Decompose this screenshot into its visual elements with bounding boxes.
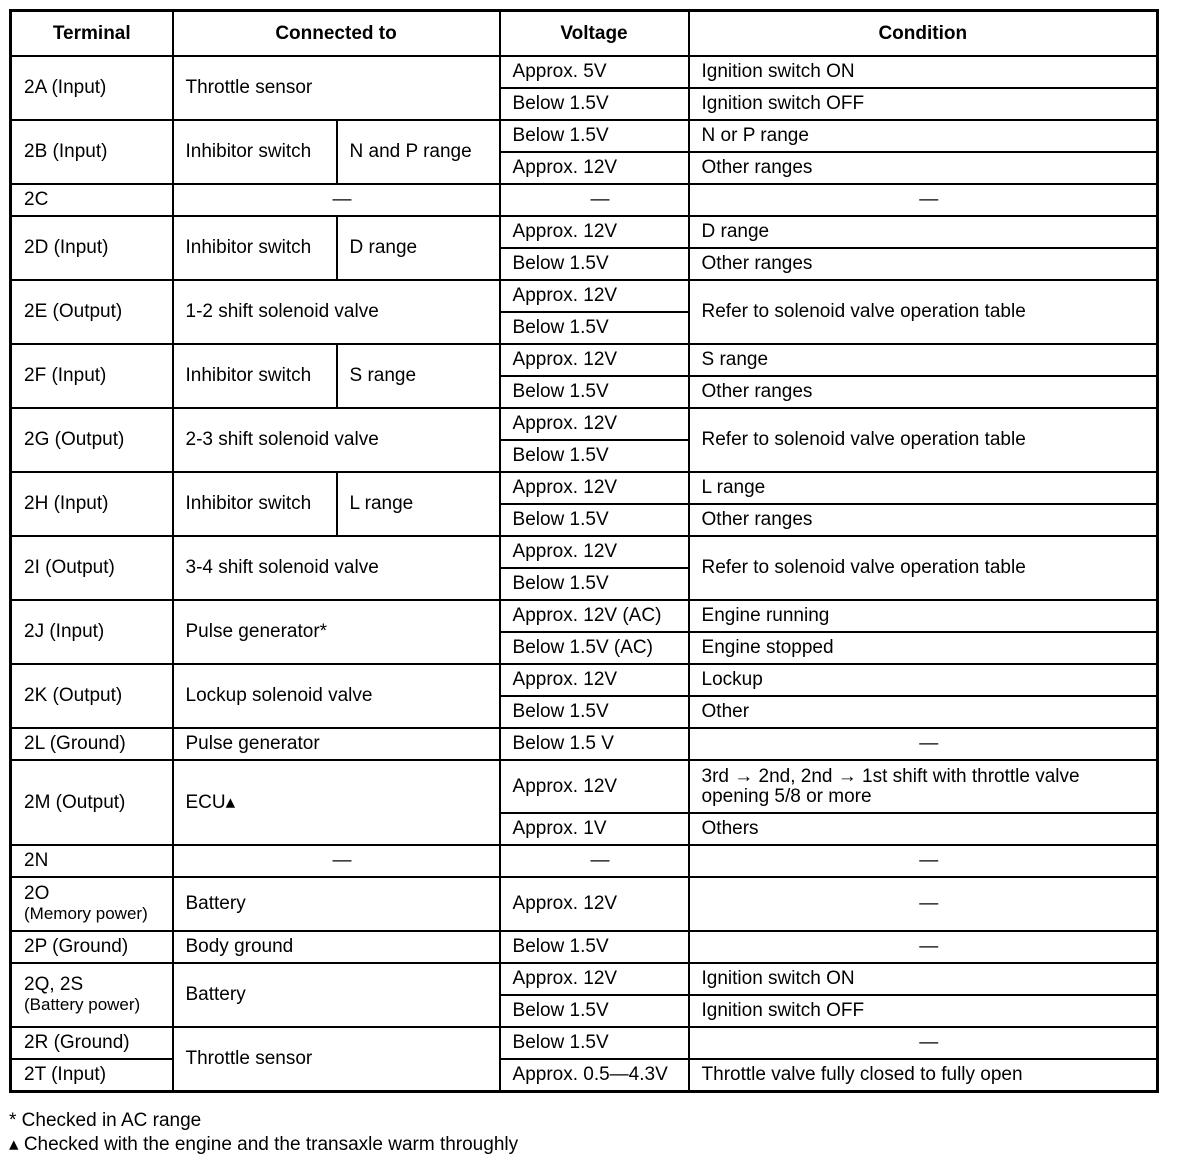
condition-cell: Ignition switch ON [689, 963, 1158, 995]
terminal-spec-table [9, 9, 1159, 1093]
terminal-sub: (Memory power) [24, 904, 148, 923]
table-row [11, 344, 1158, 376]
condition-cell: — [689, 1027, 1158, 1059]
condition-cell: Others [689, 813, 1158, 845]
voltage-cell: Approx. 12V [500, 280, 689, 312]
voltage-cell: Below 1.5V [500, 312, 689, 344]
voltage-cell: Approx. 0.5—4.3V [500, 1059, 689, 1091]
voltage-cell: — [500, 845, 689, 877]
table-row [11, 877, 1158, 931]
condition-cell: — [689, 931, 1158, 963]
terminal-cell: 2D (Input) [11, 216, 173, 280]
voltage-cell: Below 1.5V [500, 376, 689, 408]
voltage-cell: Below 1.5 V [500, 728, 689, 760]
connected-cell: 3-4 shift solenoid valve [173, 536, 500, 600]
voltage-cell: Approx. 5V [500, 56, 689, 88]
voltage-cell: Approx. 12V [500, 472, 689, 504]
voltage-cell: Approx. 12V [500, 216, 689, 248]
table-row [11, 600, 1158, 632]
terminal-cell: 2P (Ground) [11, 931, 173, 963]
voltage-cell: Below 1.5V [500, 995, 689, 1027]
table-row [11, 408, 1158, 440]
connected-cell: ECU▴ [173, 760, 500, 845]
range-cell: D range [337, 216, 500, 280]
terminal-cell: 2A (Input) [11, 56, 173, 120]
condition-cell: Other ranges [689, 376, 1158, 408]
range-cell: N and P range [337, 120, 500, 184]
voltage-cell: Below 1.5V [500, 568, 689, 600]
terminal-cell [11, 963, 173, 1027]
voltage-cell: Approx. 12V [500, 963, 689, 995]
connected-cell: 2-3 shift solenoid valve [173, 408, 500, 472]
condition-cell: Refer to solenoid valve operation table [689, 280, 1158, 344]
range-cell: S range [337, 344, 500, 408]
connected-cell: Inhibitor switch [173, 344, 337, 408]
connected-cell: — [173, 184, 500, 216]
voltage-cell: — [500, 184, 689, 216]
condition-cell: Ignition switch OFF [689, 88, 1158, 120]
terminal-cell: 2J (Input) [11, 600, 173, 664]
condition-cell: Throttle valve fully closed to fully open [689, 1059, 1158, 1091]
header-terminal: Terminal [11, 11, 173, 57]
condition-line: 3rd → 2nd, 2nd → 1st shift with throttle valve [701, 765, 1080, 787]
voltage-cell: Approx. 12V (AC) [500, 600, 689, 632]
terminal-id: 2Q, 2S [24, 974, 84, 995]
voltage-cell: Below 1.5V [500, 696, 689, 728]
table-row [11, 963, 1158, 995]
connected-cell: Throttle sensor [173, 1027, 500, 1091]
table-row [11, 280, 1158, 312]
condition-cell: — [689, 184, 1158, 216]
voltage-cell: Below 1.5V [500, 931, 689, 963]
table-row [11, 216, 1158, 248]
terminal-cell: 2T (Input) [11, 1059, 173, 1091]
table-row [11, 472, 1158, 504]
condition-cell: Ignition switch OFF [689, 995, 1158, 1027]
table-row [11, 845, 1158, 877]
connected-cell: — [173, 845, 500, 877]
table-row [11, 120, 1158, 152]
connected-cell: Inhibitor switch [173, 472, 337, 536]
voltage-cell: Below 1.5V [500, 248, 689, 280]
voltage-cell: Approx. 12V [500, 664, 689, 696]
condition-cell [689, 760, 1158, 813]
voltage-cell: Approx. 1V [500, 813, 689, 845]
terminal-cell: 2K (Output) [11, 664, 173, 728]
connected-cell: Body ground [173, 931, 500, 963]
table-header-row [11, 11, 1158, 57]
header-condition: Condition [689, 11, 1158, 57]
voltage-cell: Approx. 12V [500, 536, 689, 568]
terminal-cell: 2G (Output) [11, 408, 173, 472]
terminal-id: 2O [24, 883, 50, 904]
condition-cell: S range [689, 344, 1158, 376]
terminal-cell: 2E (Output) [11, 280, 173, 344]
connected-cell: Throttle sensor [173, 56, 500, 120]
condition-cell: Engine stopped [689, 632, 1158, 664]
connected-cell: 1-2 shift solenoid valve [173, 280, 500, 344]
condition-cell: Refer to solenoid valve operation table [689, 408, 1158, 472]
table-row [11, 1027, 1158, 1059]
voltage-cell: Below 1.5V [500, 120, 689, 152]
condition-cell: Ignition switch ON [689, 56, 1158, 88]
terminal-cell: 2C [11, 184, 173, 216]
connected-cell: Lockup solenoid valve [173, 664, 500, 728]
table-row [11, 931, 1158, 963]
table-row [11, 184, 1158, 216]
terminal-cell [11, 877, 173, 931]
condition-cell: Engine running [689, 600, 1158, 632]
terminal-cell: 2M (Output) [11, 760, 173, 845]
voltage-cell: Below 1.5V [500, 440, 689, 472]
connected-cell: Pulse generator [173, 728, 500, 760]
voltage-cell: Below 1.5V [500, 504, 689, 536]
table-row [11, 56, 1158, 88]
condition-cell: N or P range [689, 120, 1158, 152]
condition-cell: Refer to solenoid valve operation table [689, 536, 1158, 600]
connected-cell: Battery [173, 877, 500, 931]
voltage-cell: Below 1.5V [500, 88, 689, 120]
footnote-warm-engine: ▴ Checked with the engine and the transaxle warm throughly [9, 1134, 519, 1155]
connected-cell: Pulse generator* [173, 600, 500, 664]
condition-cell: Other ranges [689, 152, 1158, 184]
condition-line: opening 5/8 or more [701, 785, 872, 807]
terminal-cell: 2N [11, 845, 173, 877]
terminal-cell: 2F (Input) [11, 344, 173, 408]
terminal-sub: (Battery power) [24, 995, 141, 1014]
voltage-cell: Approx. 12V [500, 408, 689, 440]
voltage-cell: Below 1.5V (AC) [500, 632, 689, 664]
footnotes [9, 1109, 518, 1157]
voltage-cell: Approx. 12V [500, 344, 689, 376]
range-cell: L range [337, 472, 500, 536]
table-row [11, 728, 1158, 760]
condition-cell: L range [689, 472, 1158, 504]
condition-cell: — [689, 845, 1158, 877]
voltage-cell: Approx. 12V [500, 877, 689, 931]
connected-cell: Inhibitor switch [173, 216, 337, 280]
table-row [11, 664, 1158, 696]
header-voltage: Voltage [500, 11, 689, 57]
table-row [11, 760, 1158, 813]
table-row [11, 536, 1158, 568]
condition-cell: Other [689, 696, 1158, 728]
condition-cell: Other ranges [689, 504, 1158, 536]
terminal-cell: 2B (Input) [11, 120, 173, 184]
condition-cell: — [689, 728, 1158, 760]
terminal-cell: 2H (Input) [11, 472, 173, 536]
voltage-cell: Approx. 12V [500, 760, 689, 813]
condition-cell: Other ranges [689, 248, 1158, 280]
voltage-cell: Approx. 12V [500, 152, 689, 184]
header-connected-to: Connected to [173, 11, 500, 57]
connected-cell: Battery [173, 963, 500, 1027]
voltage-cell: Below 1.5V [500, 1027, 689, 1059]
footnote-ac-range: * Checked in AC range [9, 1110, 202, 1131]
condition-cell: Lockup [689, 664, 1158, 696]
condition-cell: D range [689, 216, 1158, 248]
terminal-cell: 2I (Output) [11, 536, 173, 600]
terminal-cell: 2L (Ground) [11, 728, 173, 760]
connected-cell: Inhibitor switch [173, 120, 337, 184]
condition-cell: — [689, 877, 1158, 931]
terminal-cell: 2R (Ground) [11, 1027, 173, 1059]
